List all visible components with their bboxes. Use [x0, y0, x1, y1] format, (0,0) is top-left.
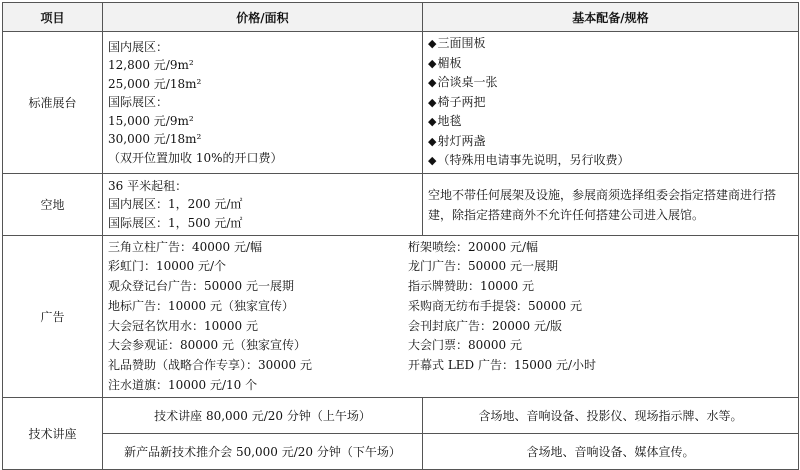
- seminar-spec: 含场地、音响设备、投影仪、现场指示牌、水等。: [423, 398, 799, 434]
- standard-price-line: 12,800 元/9m²: [108, 58, 194, 73]
- ad-item: 大会门票：80000 元: [408, 338, 522, 353]
- row-advertising: [3, 236, 799, 398]
- header-price: 价格/面积: [103, 3, 423, 32]
- ad-item: 注水道旗：10000 元/10 个: [108, 377, 258, 392]
- standard-price-line: 25,000 元/18m²: [108, 76, 202, 91]
- space-equipment-text: 空地不带任何展架及设施，参展商须选择组委会指定搭建商进行搭建，除指定搭建商外不允许任何搭建公司进入展馆。: [423, 174, 799, 236]
- equipment-item: ◆ （特殊用电请事先说明，另行收费）: [428, 151, 793, 171]
- space-price-line: 国内展区：1，200 元/㎡: [108, 197, 243, 212]
- ads-columns: [108, 238, 793, 396]
- ad-item: 礼品赞助（战略合作专享）：30000 元: [108, 357, 312, 372]
- row-raw-space: [3, 174, 799, 236]
- ad-item: 三角立柱广告：40000 元/幅: [108, 239, 263, 254]
- seminar-spec: 含场地、音响设备、媒体宣传。: [423, 434, 799, 470]
- equipment-item: ◆ 三面围板: [428, 34, 793, 54]
- ads-left-column: [108, 238, 408, 396]
- space-price-line: 国际展区：1，500 元/㎡: [108, 215, 243, 230]
- space-price-line: 36 平米起租：: [108, 178, 188, 193]
- ad-item: 开幕式 LED 广告：15000 元/小时: [408, 357, 597, 372]
- ad-item: 桁架喷绘：20000 元/幅: [408, 239, 539, 254]
- ad-item: 采购商无纺布手提袋：50000 元: [408, 298, 582, 313]
- ad-item: 观众登记台广告：50000 元一展期: [108, 279, 294, 294]
- standard-price-line: 国际展区：: [108, 95, 169, 110]
- seminar-price: 技术讲座 80,000 元/20 分钟（上午场）: [103, 398, 423, 434]
- equipment-item: ◆ 楣板: [428, 54, 793, 74]
- ad-item: 指示牌赞助：10000 元: [408, 279, 534, 294]
- equipment-item: ◆ 射灯两盏: [428, 132, 793, 152]
- ad-item: 彩虹门：10000 元/个: [108, 259, 227, 274]
- standard-price-line: 30,000 元/18m²: [108, 132, 202, 147]
- pricing-table: [2, 2, 799, 470]
- space-price-cell: [103, 174, 423, 236]
- item-raw-space: 空地: [3, 174, 103, 236]
- row-seminar-1: [3, 398, 799, 434]
- row-standard-booth: [3, 32, 799, 174]
- equipment-item: ◆ 地毯: [428, 112, 793, 132]
- standard-price-line: 15,000 元/9m²: [108, 113, 194, 128]
- ad-item: 地标广告：10000 元（独家宣传）: [108, 298, 294, 313]
- standard-price-line: （双开位置加收 10%的开口费）: [108, 150, 283, 165]
- header-item: 项目: [3, 3, 103, 32]
- ad-item: 龙门广告：50000 元一展期: [408, 259, 558, 274]
- standard-price-cell: [103, 32, 423, 174]
- item-advertising: 广告: [3, 236, 103, 398]
- ads-right-column: [408, 238, 708, 396]
- seminar-price: 新产品新技术推介会 50,000 元/20 分钟（下午场）: [103, 434, 423, 470]
- row-seminar-2: [3, 434, 799, 470]
- equipment-item: ◆ 洽谈桌一张: [428, 73, 793, 93]
- item-standard-booth: 标准展台: [3, 32, 103, 174]
- item-seminars: 技术讲座: [3, 398, 103, 470]
- ad-item: 会刊封底广告：20000 元/版: [408, 318, 563, 333]
- standard-equipment-cell: [423, 32, 799, 174]
- header-equipment: 基本配备/规格: [423, 3, 799, 32]
- ad-item: 大会冠名饮用水：10000 元: [108, 318, 258, 333]
- ad-item: 大会参观证：80000 元（独家宣传）: [108, 338, 306, 353]
- equipment-item: ◆ 椅子两把: [428, 93, 793, 113]
- header-row: [3, 3, 799, 32]
- standard-price-line: 国内展区：: [108, 39, 169, 54]
- ads-cell: [103, 236, 799, 398]
